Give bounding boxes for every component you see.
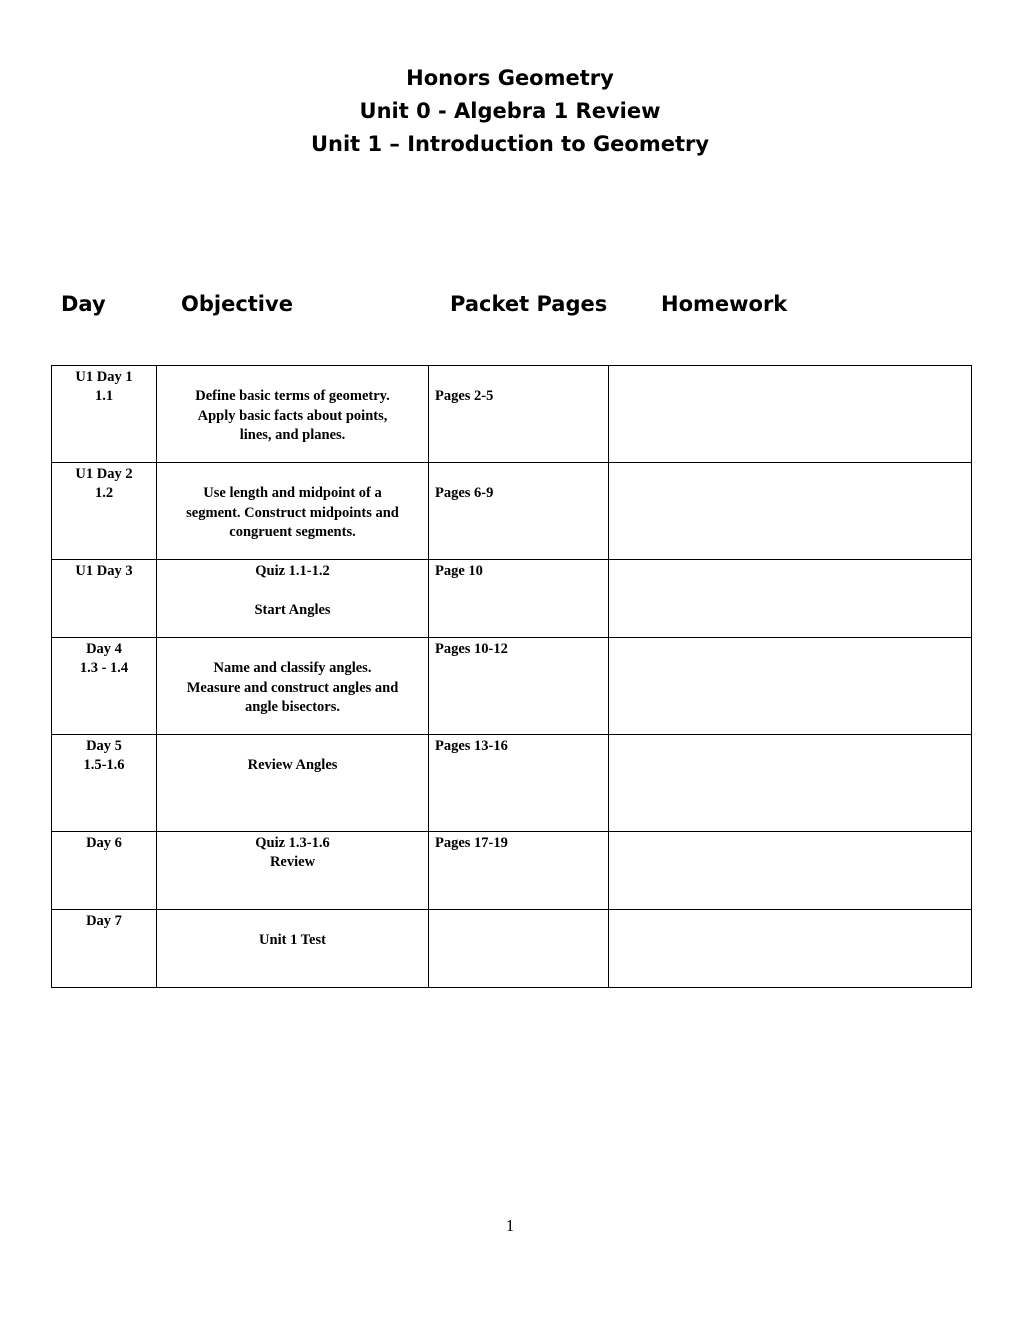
table-row — [52, 910, 972, 988]
packet-pages-cell — [429, 735, 609, 832]
packet-pages-text: Page 10 — [435, 563, 483, 579]
objective-text: Quiz 1.3-1.6 — [255, 835, 330, 851]
day-cell — [52, 366, 157, 463]
day-header: Day — [61, 292, 106, 316]
packet-pages-cell — [429, 366, 609, 463]
day-cell — [52, 638, 157, 735]
homework-cell — [609, 638, 972, 735]
unit-1-title: Unit 1 – Introduction to Geometry — [310, 132, 710, 156]
day-cell — [52, 735, 157, 832]
objective-text: Measure and construct angles and — [186, 679, 399, 696]
homework-cell — [609, 735, 972, 832]
table-row — [52, 366, 972, 463]
packet-pages-text: Pages 17-19 — [435, 835, 508, 851]
packet-pages-cell — [429, 463, 609, 560]
objective-cell — [157, 735, 429, 832]
schedule-table — [51, 365, 972, 988]
packet-pages-text: Pages 2-5 — [435, 388, 494, 405]
objective-header: Objective — [181, 292, 293, 316]
page-number: 1 — [505, 1216, 515, 1235]
table-row — [52, 832, 972, 910]
document-title — [0, 62, 1020, 161]
objective-text: lines, and planes. — [239, 427, 346, 444]
table-row — [52, 463, 972, 560]
objective-text: Unit 1 Test — [259, 932, 326, 949]
packet-pages-header: Packet Pages — [450, 292, 608, 316]
homework-cell — [609, 366, 972, 463]
section-number: 1.5-1.6 — [83, 757, 125, 774]
objective-cell — [157, 560, 429, 638]
objective-cell — [157, 366, 429, 463]
objective-text: segment. Construct midpoints and — [186, 504, 399, 521]
day-cell — [52, 910, 157, 988]
objective-cell — [157, 832, 429, 910]
table-row — [52, 735, 972, 832]
objective-text: Apply basic facts about points, — [197, 407, 388, 424]
homework-cell — [609, 832, 972, 910]
day-label: Day 4 — [86, 641, 122, 657]
objective-text: Use length and midpoint of a — [203, 485, 382, 502]
packet-pages-text: Pages 10-12 — [435, 641, 508, 657]
day-label: U1 Day 1 — [75, 369, 133, 385]
table-row — [52, 560, 972, 638]
day-label: Day 5 — [86, 738, 122, 754]
day-label: Day 7 — [86, 913, 122, 929]
homework-cell — [609, 463, 972, 560]
day-label: U1 Day 2 — [75, 466, 133, 482]
objective-cell — [157, 463, 429, 560]
packet-pages-text: Pages 6-9 — [435, 485, 494, 502]
unit-0-title: Unit 0 - Algebra 1 Review — [359, 99, 661, 123]
day-cell — [52, 463, 157, 560]
section-number: 1.3 - 1.4 — [79, 660, 129, 677]
column-headers — [0, 292, 1020, 322]
objective-text: Define basic terms of geometry. — [195, 388, 390, 405]
day-label: U1 Day 3 — [75, 563, 133, 579]
objective-text: Review Angles — [247, 757, 338, 774]
packet-pages-cell — [429, 560, 609, 638]
day-cell — [52, 560, 157, 638]
packet-pages-cell — [429, 638, 609, 735]
section-number: 1.2 — [94, 485, 114, 502]
packet-pages-cell — [429, 910, 609, 988]
objective-cell — [157, 910, 429, 988]
course-title: Honors Geometry — [406, 66, 614, 90]
objective-text: Name and classify angles. — [213, 660, 372, 677]
table-row — [52, 638, 972, 735]
homework-cell — [609, 910, 972, 988]
day-label: Day 6 — [86, 835, 122, 851]
objective-text: angle bisectors. — [244, 699, 341, 716]
homework-cell — [609, 560, 972, 638]
objective-text: Quiz 1.1-1.2 — [255, 563, 330, 579]
objective-cell — [157, 638, 429, 735]
objective-text: congruent segments. — [229, 524, 356, 541]
section-number: 1.1 — [94, 388, 114, 405]
homework-header: Homework — [661, 292, 788, 316]
packet-pages-text: Pages 13-16 — [435, 738, 508, 754]
objective-text: Review — [269, 854, 316, 871]
packet-pages-cell — [429, 832, 609, 910]
day-cell — [52, 832, 157, 910]
objective-text: Start Angles — [254, 601, 331, 618]
